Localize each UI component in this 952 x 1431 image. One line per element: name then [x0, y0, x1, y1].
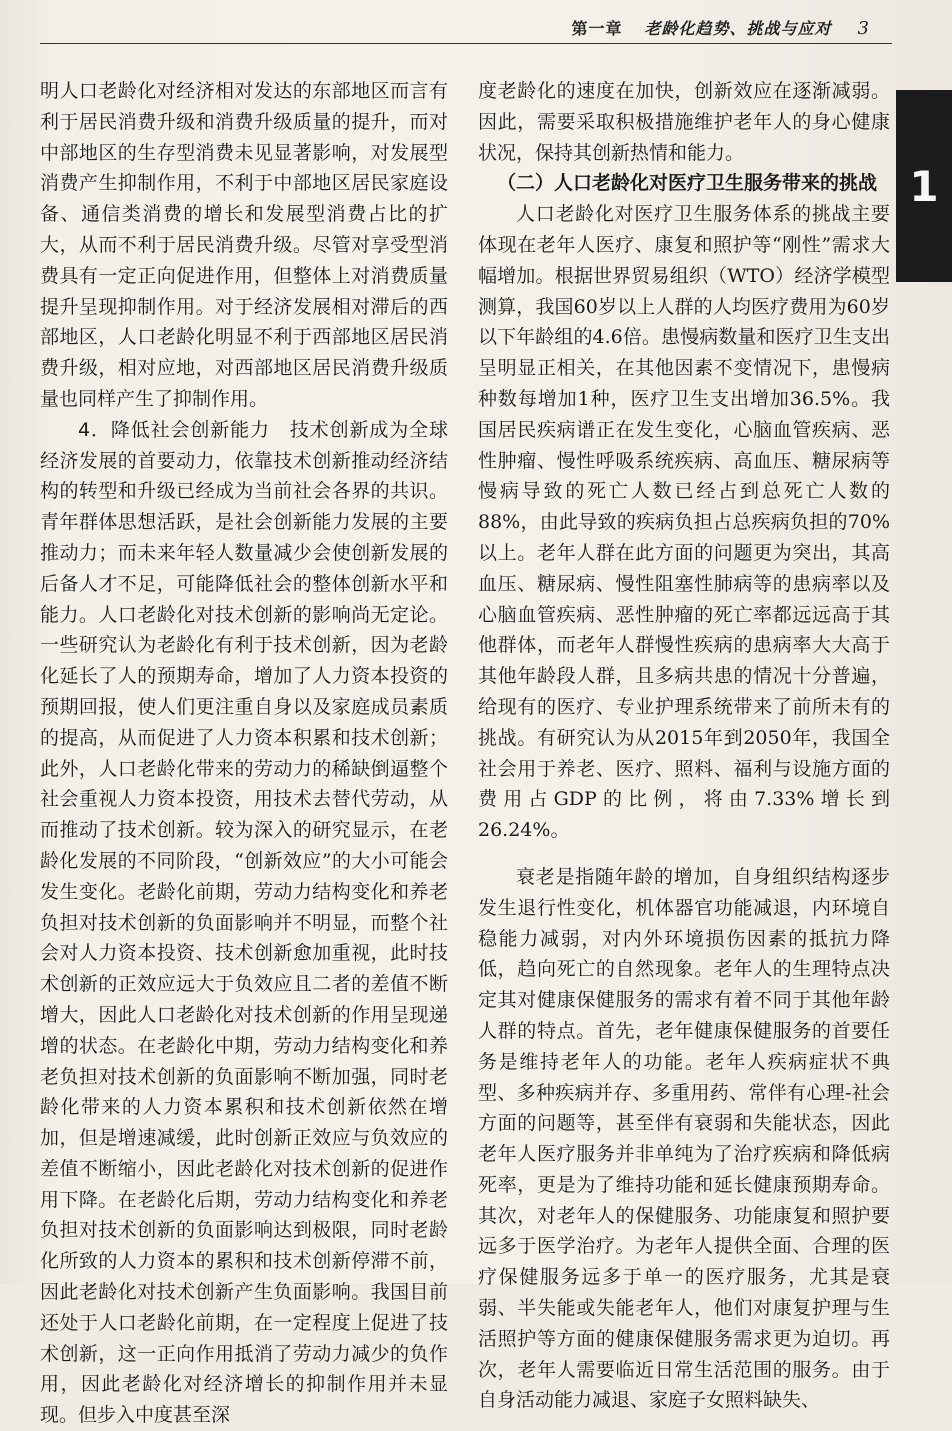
- subsection-heading-innovation: 4．降低社会创新能力: [78, 418, 270, 441]
- chapter-tab-number: 1: [909, 161, 939, 211]
- left-column: [40, 76, 448, 1431]
- left-paragraph-2-body: 技术创新成为全球经济发展的首要动力，依靠技术创新推动经济结构的转型和升级已经成为当前社会各界的共识。青年群体思想活跃，是社会创新能力发展的主要推动力；而未来年轻人数量减少会使创新发展的后备人才不足，可能降低社会的整体创新水平和能力。人口老龄化对技术创新的影响尚无定论。一些研究认为老龄化有利于技术创新，因为老龄化延长了人的预期寿命，增加了人力资本投资的预期回报，使人们更注重自身以及家庭成员素质的提高，从而促进了人力资本积累和技术创新；此外，人口老龄化带来的劳动力的稀缺倒逼整个社会重视人力资本投资，用技术去替代劳动，从而推动了技术创新。较为深入的研究显示，在老龄化发展的不同阶段，“创新效应”的大小可能会发生变化。老龄化前期，劳动力结构变化和养老负担对技术创新的负面影响并不明显，而整个社会对人力资本投资、技术创新愈加重视，此时技术创新的正效应远大于负效应且二者的差值不断增大，因此人口老龄化对技术创新的作用呈现递增的状态。在老龄化中期，劳动力结构变化和养老负担对技术创新的负面影响不断加强，同时老龄化带来的人力资本累积和技术创新依然在增加，但是增速减缓，此时创新正效应与负效应的差值不断缩小，因此老龄化对技术创新的促进作用下降。在老龄化后期，劳动力结构变化和养老负担对技术创新的负面影响达到极限，同时老龄化所致的人力资本的累积和技术创新停滞不前，因此老龄化对技术创新产生负面影响。我国目前还处于人口老龄化前期，在一定程度上促进了技术创新，这一正向作用抵消了劳动力减少的负作用，因此老龄化对经济增长的抑制作用并未显现。但步入中度甚至深: [40, 418, 448, 1427]
- page-number: 3: [857, 18, 870, 39]
- chapter-label: 第一章: [571, 19, 623, 38]
- right-paragraph-3: 衰老是指随年龄的增加，自身组织结构逐步发生退行性变化，机体器官功能减退，内环境自稳能力减弱，对内外环境损伤因素的抵抗力降低，趋向死亡的自然现象。老年人的生理特点决定其对健康保健服务的需求有着不同于其他年龄人群的特点。首先，老年健康保健服务的首要任务是维持老年人的功能。老年人疾病症状不典型、多种疾病并存、多重用药、常伴有心理-社会方面的问题等，甚至伴有衰弱和失能状态，因此老年人医疗服务并非单纯为了治疗疾病和降低病死率，更是为了维持功能和延长健康预期寿命。其次，对老年人的保健服务、功能康复和照护要远多于医学治疗。为老年人提供全面、合理的医疗保健服务远多于单一的医疗服务，尤其是衰弱、半失能或失能老年人，他们对康复护理与生活照护等方面的健康保健服务需求更为迫切。再次，老年人需要临近日常生活范围的服务。由于自身活动能力减退、家庭子女照料缺失、: [478, 865, 890, 1412]
- left-paragraph-1: 明人口老龄化对经济相对发达的东部地区而言有利于居民消费升级和消费升级质量的提升，而对中部地区的生存型消费未见显著影响，对发展型消费产生抑制作用，不利于中部地区居民家庭设备、通信类消费的增长和发展型消费占比的扩大，从而不利于居民消费升级。尽管对享受型消费具有一定正向促进作用，但整体上对消费质量提升呈现抑制作用。对于经济发展相对滞后的西部地区，人口老龄化明显不利于西部地区居民消费升级，相对应地，对西部地区居民消费升级质量也同样产生了抑制作用。: [40, 80, 448, 410]
- chapter-thumb-tab: [896, 90, 952, 282]
- right-paragraph-1: 度老龄化的速度在加快，创新效应在逐渐减弱。因此，需要采取积极措施维护老年人的身心健康状况，保持其创新热情和能力。: [478, 80, 890, 164]
- right-paragraph-2: 人口老龄化对医疗卫生服务体系的挑战主要体现在老年人医疗、康复和照护等“刚性”需求大幅增加。根据世界贸易组织（WTO）经济学模型测算，我国60岁以上人群的人均医疗费用为60岁以下年龄组的4.6倍。患慢病数量和医疗卫生支出呈明显正相关，在其他因素不变情况下，患慢病种数每增加1种，医疗卫生支出增加36.5%。我国居民疾病谱正在发生变化，心脑血管疾病、恶性肿瘤、慢性呼吸系统疾病、高血压、糖尿病等慢病导致的死亡人数已经占到总死亡人数的88%，由此导致的疾病负担占总疾病负担的70%以上。老年人群在此方面的问题更为突出，其高血压、糖尿病、慢性阻塞性肺病等的患病率以及心脑血管疾病、恶性肿瘤的死亡率都远远高于其他群体，而老年人群慢性疾病的患病率大大高于其他年龄段人群，且多病共患的情况十分普遍，给现有的医疗、专业护理系统带来了前所未有的挑战。有研究认为从2015年到2050年，我国全社会用于养老、医疗、照料、福利与设施方面的费用占GDP的比例，将由7.33%增长到26.24%。: [478, 203, 890, 842]
- right-column: [478, 76, 890, 1416]
- chapter-title: 老龄化趋势、挑战与应对: [644, 19, 832, 38]
- left-paragraph-2: [40, 415, 448, 1431]
- running-header: [572, 16, 870, 39]
- paragraph-gap: [478, 846, 890, 862]
- header-rule: [40, 43, 892, 44]
- section-heading-healthcare: （二）人口老龄化对医疗卫生服务带来的挑战: [497, 172, 878, 195]
